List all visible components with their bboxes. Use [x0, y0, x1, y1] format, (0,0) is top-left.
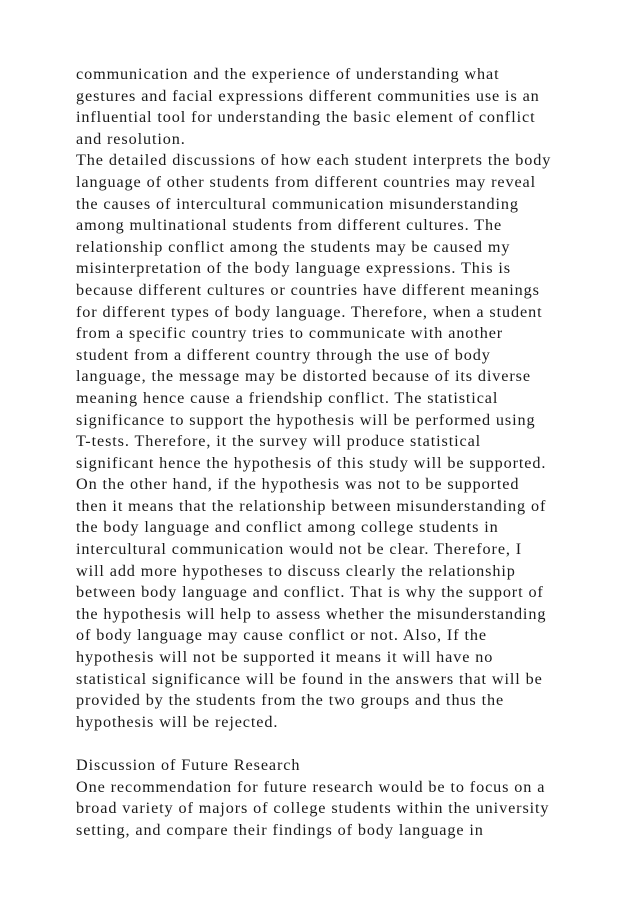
text-line: language, the message may be distorted because of its diverse: [76, 367, 531, 386]
text-line: hypothesis will be rejected.: [76, 712, 279, 731]
text-line: relationship conflict among the students may be caused my: [76, 237, 511, 256]
text-line: On the other hand, if the hypothesis was not to be supported: [76, 475, 520, 494]
section-heading: Discussion of Future Research: [76, 756, 301, 774]
text-line: because different cultures or countries have different meanings: [76, 280, 540, 299]
text-line: of body language may cause conflict or not. Also, If the: [76, 626, 487, 645]
text-line: the body language and conflict among college students in: [76, 518, 499, 537]
document-body: [76, 64, 576, 841]
text-line: gestures and facial expressions different communities use is an: [76, 86, 540, 105]
text-line: setting, and compare their findings of body language in: [76, 820, 484, 839]
text-line: for different types of body language. Therefore, when a student: [76, 302, 543, 321]
text-line: student from a different country through the use of body: [76, 345, 491, 364]
text-line: statistical significance will be found in the answers that will be: [76, 669, 543, 688]
text-line: the causes of intercultural communication misunderstanding: [76, 194, 519, 213]
text-line: language of other students from different countries may reveal: [76, 172, 537, 191]
text-line: T-tests. Therefore, it the survey will produce statistical: [76, 432, 482, 451]
text-line: The detailed discussions of how each student interprets the body: [76, 151, 552, 170]
text-line: the hypothesis will help to assess whether the misunderstanding: [76, 604, 547, 623]
text-line: significance to support the hypothesis will be performed using: [76, 410, 536, 429]
text-line: communication and the experience of understanding what: [76, 65, 500, 83]
text-line: influential tool for understanding the basic element of conflict: [76, 108, 536, 127]
text-line: provided by the students from the two groups and thus the: [76, 691, 505, 710]
text-line: will add more hypotheses to discuss clearly the relationship: [76, 561, 516, 580]
text-line: then it means that the relationship between misunderstanding of: [76, 496, 547, 515]
text-line: hypothesis will not be supported it means it will have no: [76, 648, 494, 667]
text-line: One recommendation for future research would be to focus on a: [76, 777, 546, 796]
text-line: between body language and conflict. That is why the support of: [76, 583, 544, 602]
text-line: and resolution.: [76, 129, 186, 148]
text-line: broad variety of majors of college students within the university: [76, 799, 550, 818]
text-line: significant hence the hypothesis of this study will be supported.: [76, 453, 547, 472]
text-line: misinterpretation of the body language expressions. This is: [76, 259, 511, 278]
text-line: among multinational students from different cultures. The: [76, 216, 503, 235]
text-line: intercultural communication would not be clear. Therefore, I: [76, 540, 523, 559]
text-line: from a specific country tries to communicate with another: [76, 324, 504, 343]
text-line: meaning hence cause a friendship conflict. The statistical: [76, 388, 499, 407]
paragraph-gap: [76, 733, 576, 755]
